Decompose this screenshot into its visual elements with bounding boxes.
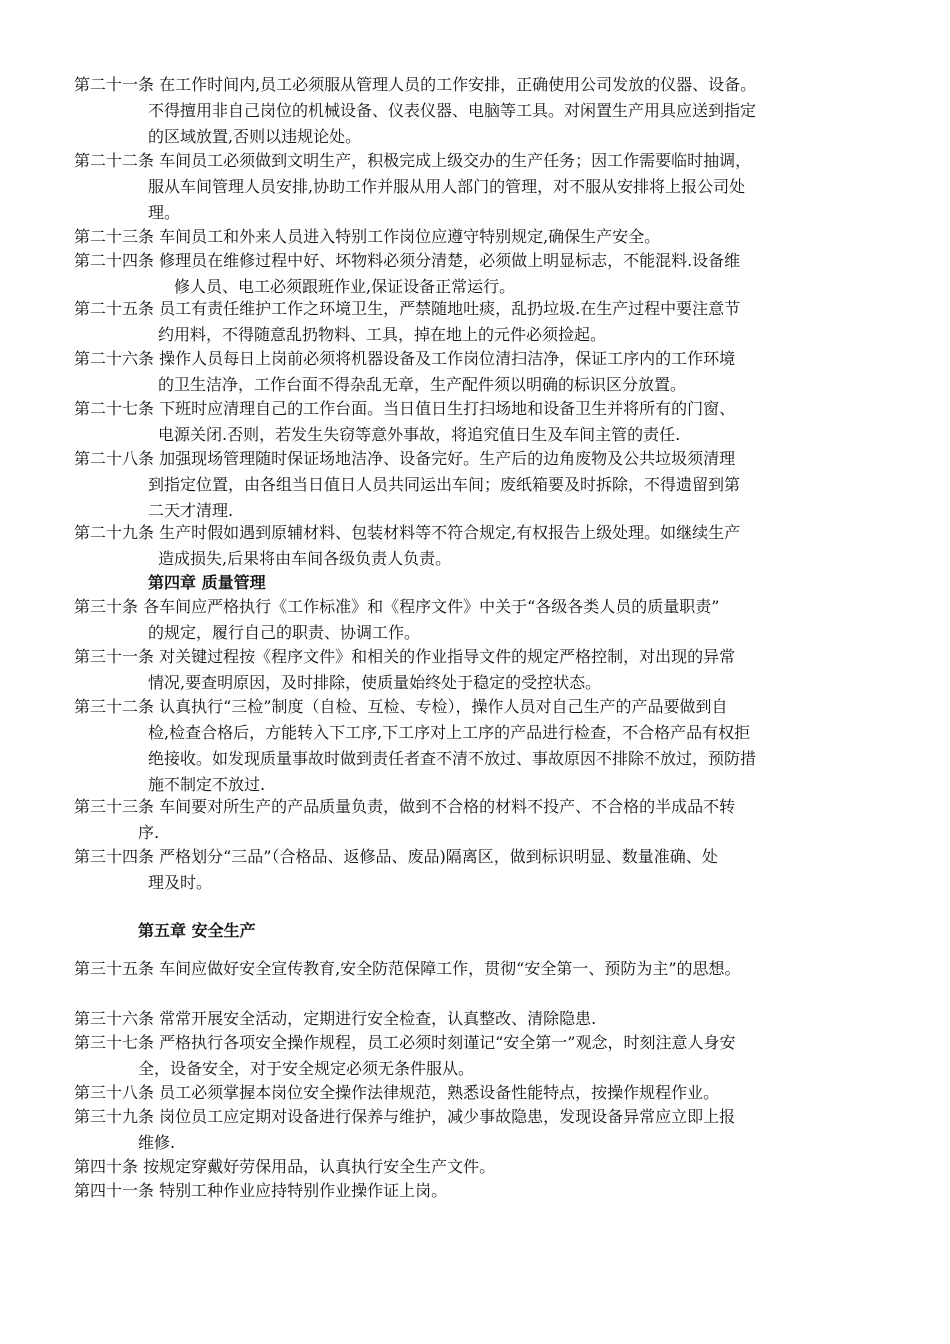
article-29-line-1: 第二十九条 生产时假如遇到原辅材料、包装材料等不符合规定,有权报告上级处理。如继续生产	[74, 523, 741, 542]
article-24-line-1: 第二十四条 修理员在维修过程中好、坏物料必须分清楚，必须做上明显标志，不能混料.设备维	[74, 251, 741, 270]
article-26-line-2: 的卫生洁净，工作台面不得杂乱无章，生产配件须以明确的标识区分放置。	[158, 375, 687, 394]
article-28-line-3: 二天才清理.	[148, 501, 234, 520]
article-29	[74, 520, 894, 572]
article-40	[74, 1154, 894, 1180]
article-39-line-1: 第三十九条 岗位员工应定期对设备进行保养与维护，减少事故隐患，发现设备异常应立即上报	[74, 1107, 736, 1126]
article-38	[74, 1080, 894, 1106]
article-28-line-1: 第二十八条 加强现场管理随时保证场地洁净、设备完好。生产后的边角废物及公共垃圾须清理	[74, 449, 736, 468]
article-26	[74, 346, 894, 398]
article-22-line-2: 服从车间管理人员安排,协助工作并服从用人部门的管理，对不服从安排将上报公司处	[148, 177, 746, 196]
article-28-line-2: 到指定位置，由各组当日值日人员共同运出车间；废纸箱要及时拆除，不得遗留到第	[148, 475, 741, 494]
article-22-line-1: 第二十二条 车间员工必须做到文明生产，积极完成上级交办的生产任务；因工作需要临时抽调，	[74, 151, 752, 170]
chapter-5-heading: 第五章 安全生产	[138, 921, 256, 940]
article-29-line-2: 造成损失,后果将由车间各级负责人负责。	[158, 549, 452, 568]
article-31-line-1: 第三十一条 对关键过程按《程序文件》和相关的作业指导文件的规定严格控制，对出现的异常	[74, 647, 736, 666]
article-25-line-1: 第二十五条 员工有责任维护工作之环境卫生，严禁随地吐痰，乱扔垃圾.在生产过程中要注意节	[74, 299, 741, 318]
article-37-line-2: 全，设备安全，对于安全规定必须无条件服从。	[138, 1059, 475, 1078]
article-27	[74, 396, 894, 448]
chapter-4-heading: 第四章 质量管理	[148, 573, 266, 592]
article-32-line-3: 绝接收。如发现质量事故时做到责任者查不清不放过、事故原因不排除不放过，预防措	[148, 749, 757, 768]
article-25	[74, 296, 894, 348]
article-33	[74, 794, 894, 846]
article-21-line-1: 第二十一条 在工作时间内,员工必须服从管理人员的工作安排，正确使用公司发放的仪器、设备。	[74, 75, 757, 94]
article-33-line-1: 第三十三条 车间要对所生产的产品质量负责，做到不合格的材料不投产、不合格的半成品不转	[74, 797, 736, 816]
article-39-line-2: 维修.	[138, 1133, 176, 1152]
article-37-line-1: 第三十七条 严格执行各项安全操作规程，员工必须时刻谨记“安全第一”观念，时刻注意人身安	[74, 1033, 736, 1052]
article-36-line-1: 第三十六条 常常开展安全活动，定期进行安全检查，认真整改、清除隐患.	[74, 1009, 597, 1028]
article-32-line-4: 施不制定不放过.	[148, 775, 266, 794]
article-31-line-2: 情况,要查明原因，及时排除，使质量始终处于稳定的受控状态。	[148, 673, 602, 692]
article-34-line-2: 理及时。	[148, 873, 213, 892]
article-23-line-1: 第二十三条 车间员工和外来人员进入特别工作岗位应遵守特别规定,确保生产安全。	[74, 227, 661, 246]
article-32-line-2: 检,检查合格后，方能转入下工序,下工序对上工序的产品进行检查，不合格产品有权拒	[148, 723, 751, 742]
article-37	[74, 1030, 894, 1082]
article-40-line-1: 第四十条 按规定穿戴好劳保用品，认真执行安全生产文件。	[74, 1157, 496, 1176]
article-21-line-3: 的区域放置,否则以违规论处。	[148, 127, 362, 146]
article-35-line-1: 第三十五条 车间应做好安全宣传教育,安全防范保障工作，贯彻“安全第一、预防为主”的思想。	[74, 959, 741, 978]
article-34-line-1: 第三十四条 严格划分“三品”（合格品、返修品、废品)隔离区，做到标识明显、数量准确、处	[74, 847, 718, 866]
article-32-line-1: 第三十二条 认真执行“三检”制度（自检、互检、专检），操作人员对自己生产的产品要做到自	[74, 697, 728, 716]
article-24-line-2: 修人员、电工必须跟班作业,保证设备正常运行。	[174, 277, 516, 296]
article-30-line-2: 的规定，履行自己的职责、协调工作。	[148, 623, 421, 642]
article-26-line-1: 第二十六条 操作人员每日上岗前必须将机器设备及工作岗位清扫洁净，保证工序内的工作环境	[74, 349, 736, 368]
article-28	[74, 446, 894, 524]
article-31	[74, 644, 894, 696]
article-32	[74, 694, 894, 798]
article-21-line-2: 不得擅用非自己岗位的机械设备、仪表仪器、电脑等工具。对闲置生产用具应送到指定	[148, 101, 757, 120]
article-33-line-2: 序.	[138, 823, 160, 842]
article-23	[74, 224, 894, 250]
article-34	[74, 844, 894, 896]
article-27-line-1: 第二十七条 下班时应清理自己的工作台面。当日值日生打扫场地和设备卫生并将所有的门窗、	[74, 399, 736, 418]
article-27-line-2: 电源关闭.否则，若发生失窃等意外事故，将追究值日生及车间主管的责任.	[158, 425, 681, 444]
article-30	[74, 594, 894, 646]
article-24	[74, 248, 894, 300]
article-30-line-1: 第三十条 各车间应严格执行《工作标准》和《程序文件》中关于“各级各类人员的质量职责”	[74, 597, 720, 616]
article-41	[74, 1178, 894, 1204]
article-22-line-3: 理。	[148, 203, 181, 222]
article-36	[74, 1006, 894, 1032]
article-22	[74, 148, 894, 226]
article-41-line-1: 第四十一条 特别工种作业应持特别作业操作证上岗。	[74, 1181, 448, 1200]
article-35	[74, 956, 894, 982]
article-21	[74, 72, 894, 150]
article-39	[74, 1104, 894, 1156]
article-25-line-2: 约用料，不得随意乱扔物料、工具，掉在地上的元件必须捡起。	[158, 325, 607, 344]
article-38-line-1: 第三十八条 员工必须掌握本岗位安全操作法律规范，熟悉设备性能特点，按操作规程作业。	[74, 1083, 720, 1102]
